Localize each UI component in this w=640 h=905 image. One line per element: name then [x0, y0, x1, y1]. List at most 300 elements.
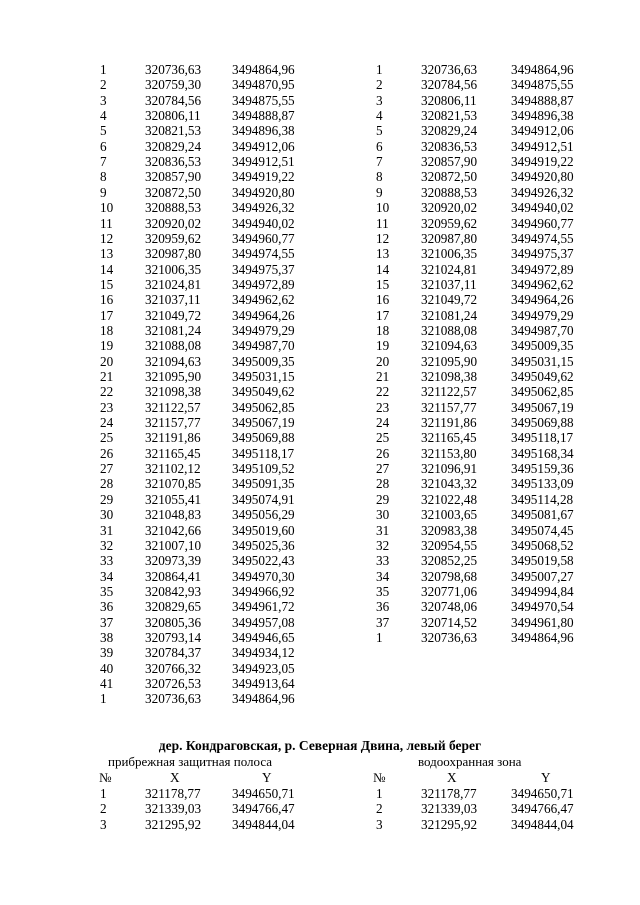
y-coordinate: 3494987,70 — [232, 338, 295, 354]
point-number: 24 — [100, 415, 114, 431]
y-coordinate: 3495168,34 — [511, 445, 574, 461]
table-row — [0, 817, 640, 832]
point-number: 24 — [376, 415, 390, 431]
x-coordinate: 320857,90 — [421, 154, 478, 170]
point-number: 27 — [376, 461, 390, 477]
y-coordinate: 3495069,88 — [511, 415, 574, 431]
x-coordinate: 321006,35 — [421, 246, 478, 262]
x-coordinate: 320771,06 — [421, 583, 478, 599]
y-coordinate: 3494896,38 — [511, 108, 574, 124]
x-coordinate: 320829,24 — [421, 123, 478, 139]
x-coordinate: 320842,93 — [145, 583, 202, 599]
x-coordinate: 321165,45 — [421, 430, 477, 446]
point-number: 33 — [100, 553, 114, 569]
table-row — [0, 200, 640, 215]
x-coordinate: 321037,11 — [145, 292, 201, 308]
table-row — [0, 231, 640, 246]
table-row — [0, 801, 640, 816]
table-row — [0, 369, 640, 384]
x-coordinate: 320987,80 — [145, 246, 202, 262]
point-number: 3 — [376, 92, 383, 108]
point-number: 1 — [376, 629, 383, 645]
point-number: 23 — [100, 399, 114, 415]
point-number: 20 — [100, 353, 114, 369]
x-coordinate: 321122,57 — [145, 399, 201, 415]
left-subtitle: прибрежная защитная полоса — [108, 754, 273, 769]
table-row — [0, 169, 640, 184]
x-coordinate: 321088,08 — [145, 338, 202, 354]
point-number: 2 — [376, 801, 383, 817]
point-number: 33 — [376, 553, 390, 569]
y-coordinate: 3494961,72 — [232, 599, 295, 615]
point-number: 2 — [376, 77, 383, 93]
header-y: Y — [262, 770, 272, 785]
y-coordinate: 3494957,08 — [232, 614, 295, 630]
x-coordinate: 321048,83 — [145, 507, 202, 523]
x-coordinate: 320864,41 — [145, 568, 202, 584]
y-coordinate: 3495031,15 — [232, 369, 295, 384]
table-row — [0, 569, 640, 584]
point-number: 2 — [100, 77, 107, 93]
y-coordinate: 3494864,96 — [511, 629, 574, 645]
x-coordinate: 321042,66 — [145, 522, 202, 538]
point-number: 5 — [100, 123, 107, 139]
y-coordinate: 3494926,32 — [511, 184, 574, 200]
point-number: 25 — [100, 430, 114, 446]
y-coordinate: 3495031,15 — [511, 353, 574, 369]
point-number: 30 — [376, 507, 390, 523]
point-number: 29 — [376, 491, 390, 507]
x-coordinate: 320872,50 — [421, 169, 478, 185]
x-coordinate: 321122,57 — [421, 384, 477, 400]
x-coordinate: 320759,30 — [145, 77, 202, 93]
y-coordinate: 3494975,37 — [511, 246, 574, 262]
y-coordinate: 3495056,29 — [232, 507, 295, 523]
x-coordinate: 320872,50 — [145, 184, 202, 200]
x-coordinate: 320959,62 — [421, 215, 478, 231]
table-row — [0, 553, 640, 568]
header-num: № — [373, 770, 386, 785]
table-row — [0, 645, 640, 660]
table-row — [0, 523, 640, 538]
table-row — [0, 323, 640, 338]
y-coordinate: 3494766,47 — [232, 801, 295, 817]
point-number: 36 — [376, 599, 390, 615]
y-coordinate: 3494864,96 — [511, 62, 574, 77]
x-coordinate: 321191,86 — [145, 430, 201, 446]
table-row — [0, 246, 640, 261]
x-coordinate: 321165,45 — [145, 445, 201, 461]
y-coordinate: 3495019,60 — [232, 522, 295, 538]
x-coordinate: 321006,35 — [145, 261, 202, 277]
point-number: 12 — [100, 230, 114, 246]
x-coordinate: 321339,03 — [421, 801, 478, 817]
y-coordinate: 3494987,70 — [511, 322, 574, 338]
y-coordinate: 3494975,37 — [232, 261, 295, 277]
x-coordinate: 321024,81 — [421, 261, 478, 277]
table-row — [0, 492, 640, 507]
y-coordinate: 3494864,96 — [232, 691, 295, 707]
table-row — [0, 630, 640, 645]
x-coordinate: 321178,77 — [421, 786, 477, 801]
y-coordinate: 3495019,58 — [511, 553, 574, 569]
x-coordinate: 320736,63 — [145, 691, 202, 707]
x-coordinate: 321339,03 — [145, 801, 202, 817]
x-coordinate: 320805,36 — [145, 614, 202, 630]
point-number: 13 — [376, 246, 390, 262]
point-number: 13 — [100, 246, 114, 262]
y-coordinate: 3495081,67 — [511, 507, 574, 523]
point-number: 16 — [376, 292, 390, 308]
y-coordinate: 3495049,62 — [511, 369, 574, 384]
table-row — [0, 108, 640, 123]
x-coordinate: 321007,10 — [145, 537, 202, 553]
table-row — [0, 476, 640, 491]
y-coordinate: 3494920,80 — [511, 169, 574, 185]
table-row — [0, 400, 640, 415]
y-coordinate: 3494940,02 — [511, 200, 574, 216]
point-number: 15 — [376, 276, 390, 292]
x-coordinate: 321295,92 — [421, 816, 478, 832]
point-number: 26 — [376, 445, 390, 461]
point-number: 35 — [100, 583, 114, 599]
y-coordinate: 3495068,52 — [511, 537, 574, 553]
point-number: 9 — [376, 184, 383, 200]
point-number: 19 — [100, 338, 114, 354]
x-coordinate: 321095,90 — [145, 369, 202, 384]
y-coordinate: 3495022,43 — [232, 553, 295, 569]
right-subtitle: водоохранная зона — [418, 754, 522, 769]
point-number: 17 — [376, 307, 390, 323]
table-row — [0, 354, 640, 369]
y-coordinate: 3495109,52 — [232, 461, 295, 477]
y-coordinate: 3495114,28 — [511, 491, 574, 507]
x-coordinate: 321003,65 — [421, 507, 478, 523]
point-number: 10 — [100, 200, 114, 216]
table-row — [0, 277, 640, 292]
table-row — [0, 139, 640, 154]
y-coordinate: 3494870,95 — [232, 77, 295, 93]
x-coordinate: 320836,53 — [421, 138, 478, 154]
table-row — [0, 93, 640, 108]
point-number: 16 — [100, 292, 114, 308]
point-number: 11 — [376, 215, 389, 231]
x-coordinate: 320784,37 — [145, 645, 202, 661]
y-coordinate: 3495062,85 — [232, 399, 295, 415]
x-coordinate: 320983,38 — [421, 522, 478, 538]
point-number: 1 — [100, 62, 107, 77]
point-number: 18 — [100, 322, 114, 338]
table-row — [0, 615, 640, 630]
point-number: 40 — [100, 660, 114, 676]
x-coordinate: 320829,65 — [145, 599, 202, 615]
x-coordinate: 321070,85 — [145, 476, 202, 492]
point-number: 41 — [100, 676, 114, 691]
y-coordinate: 3494972,89 — [232, 276, 295, 292]
x-coordinate: 320973,39 — [145, 553, 202, 569]
point-number: 31 — [376, 522, 390, 538]
point-number: 23 — [376, 399, 390, 415]
point-number: 6 — [100, 138, 107, 154]
point-number: 35 — [376, 583, 390, 599]
y-coordinate: 3494946,65 — [232, 629, 295, 645]
x-coordinate: 320806,11 — [145, 108, 201, 124]
point-number: 6 — [376, 138, 383, 154]
y-coordinate: 3494970,30 — [232, 568, 295, 584]
point-number: 20 — [376, 353, 390, 369]
x-coordinate: 321037,11 — [421, 276, 477, 292]
y-coordinate: 3494934,12 — [232, 645, 295, 661]
point-number: 10 — [376, 200, 390, 216]
point-number: 18 — [376, 322, 390, 338]
point-number: 39 — [100, 645, 114, 661]
table-row — [0, 430, 640, 445]
y-coordinate: 3494964,26 — [232, 307, 295, 323]
x-coordinate: 321157,77 — [145, 415, 201, 431]
y-coordinate: 3494970,54 — [511, 599, 574, 615]
point-number: 3 — [100, 92, 107, 108]
x-coordinate: 320766,32 — [145, 660, 202, 676]
y-coordinate: 3495067,19 — [232, 415, 295, 431]
table-row — [0, 538, 640, 553]
section-title: дер. Кондраговская, р. Северная Двина, левый берег — [158, 738, 482, 753]
table-row — [0, 62, 640, 77]
point-number: 4 — [376, 108, 383, 124]
table-row — [0, 676, 640, 691]
point-number: 34 — [376, 568, 390, 584]
y-coordinate: 3494920,80 — [232, 184, 295, 200]
x-coordinate: 320888,53 — [145, 200, 202, 216]
y-coordinate: 3494912,06 — [511, 123, 574, 139]
x-coordinate: 321088,08 — [421, 322, 478, 338]
x-coordinate: 321102,12 — [145, 461, 201, 477]
point-number: 21 — [376, 369, 390, 384]
x-coordinate: 320821,53 — [421, 108, 478, 124]
point-number: 28 — [100, 476, 114, 492]
point-number: 7 — [100, 154, 107, 170]
x-coordinate: 320954,55 — [421, 537, 478, 553]
x-coordinate: 321095,90 — [421, 353, 478, 369]
x-coordinate: 320793,14 — [145, 629, 202, 645]
x-coordinate: 320829,24 — [145, 138, 202, 154]
y-coordinate: 3494962,62 — [511, 276, 574, 292]
table-row — [0, 262, 640, 277]
table-row — [0, 185, 640, 200]
x-coordinate: 320714,52 — [421, 614, 478, 630]
x-coordinate: 321096,91 — [421, 461, 478, 477]
y-coordinate: 3494844,04 — [232, 816, 295, 832]
point-number: 17 — [100, 307, 114, 323]
x-coordinate: 321098,38 — [145, 384, 202, 400]
x-coordinate: 321055,41 — [145, 491, 202, 507]
x-coordinate: 320920,02 — [421, 200, 478, 216]
y-coordinate: 3495118,17 — [511, 430, 574, 446]
point-number: 22 — [376, 384, 390, 400]
point-number: 11 — [100, 215, 113, 231]
y-coordinate: 3495025,36 — [232, 537, 295, 553]
point-number: 14 — [100, 261, 114, 277]
point-number: 19 — [376, 338, 390, 354]
y-coordinate: 3494650,71 — [511, 786, 574, 801]
point-number: 32 — [376, 537, 390, 553]
table-row — [0, 691, 640, 706]
y-coordinate: 3494979,29 — [511, 307, 574, 323]
point-number: 1 — [376, 786, 383, 801]
x-coordinate: 321094,63 — [145, 353, 202, 369]
y-coordinate: 3494962,62 — [232, 292, 295, 308]
table-row — [0, 123, 640, 138]
x-coordinate: 320784,56 — [421, 77, 478, 93]
y-coordinate: 3495069,88 — [232, 430, 295, 446]
point-number: 8 — [376, 169, 383, 185]
point-number: 14 — [376, 261, 390, 277]
point-number: 1 — [376, 62, 383, 77]
point-number: 4 — [100, 108, 107, 124]
y-coordinate: 3495074,91 — [232, 491, 295, 507]
point-number: 36 — [100, 599, 114, 615]
y-coordinate: 3494926,32 — [232, 200, 295, 216]
y-coordinate: 3494940,02 — [232, 215, 295, 231]
header-x: X — [170, 770, 180, 785]
y-coordinate: 3495074,45 — [511, 522, 574, 538]
x-coordinate: 320784,56 — [145, 92, 202, 108]
y-coordinate: 3495009,35 — [511, 338, 574, 354]
y-coordinate: 3495091,35 — [232, 476, 295, 492]
point-number: 3 — [376, 816, 383, 832]
table-row — [0, 308, 640, 323]
x-coordinate: 321081,24 — [145, 322, 202, 338]
x-coordinate: 320736,63 — [421, 629, 478, 645]
x-coordinate: 320736,63 — [421, 62, 478, 77]
header-y: Y — [541, 770, 551, 785]
point-number: 25 — [376, 430, 390, 446]
point-number: 38 — [100, 629, 114, 645]
y-coordinate: 3494650,71 — [232, 786, 295, 801]
point-number: 37 — [376, 614, 390, 630]
header-num: № — [99, 770, 112, 785]
x-coordinate: 320821,53 — [145, 123, 202, 139]
point-number: 34 — [100, 568, 114, 584]
x-coordinate: 320852,25 — [421, 553, 478, 569]
y-coordinate: 3494912,06 — [232, 138, 295, 154]
point-number: 8 — [100, 169, 107, 185]
x-coordinate: 320836,53 — [145, 154, 202, 170]
y-coordinate: 3495062,85 — [511, 384, 574, 400]
point-number: 12 — [376, 230, 390, 246]
y-coordinate: 3495118,17 — [232, 445, 295, 461]
y-coordinate: 3494888,87 — [232, 108, 295, 124]
point-number: 37 — [100, 614, 114, 630]
point-number: 15 — [100, 276, 114, 292]
y-coordinate: 3494960,77 — [232, 230, 295, 246]
x-coordinate: 320959,62 — [145, 230, 202, 246]
point-number: 3 — [100, 816, 107, 832]
x-coordinate: 320748,06 — [421, 599, 478, 615]
table-row — [0, 292, 640, 307]
x-coordinate: 320798,68 — [421, 568, 478, 584]
table-row — [0, 461, 640, 476]
y-coordinate: 3494912,51 — [511, 138, 574, 154]
y-coordinate: 3494766,47 — [511, 801, 574, 817]
y-coordinate: 3494964,26 — [511, 292, 574, 308]
table-row — [0, 786, 640, 801]
table-row — [0, 584, 640, 599]
point-number: 31 — [100, 522, 114, 538]
table-row — [0, 415, 640, 430]
y-coordinate: 3494974,55 — [232, 246, 295, 262]
table-row — [0, 216, 640, 231]
y-coordinate: 3495009,35 — [232, 353, 295, 369]
x-coordinate: 321049,72 — [145, 307, 202, 323]
y-coordinate: 3494875,55 — [232, 92, 295, 108]
table-row — [0, 77, 640, 92]
point-number: 22 — [100, 384, 114, 400]
y-coordinate: 3494923,05 — [232, 660, 295, 676]
x-coordinate: 321178,77 — [145, 786, 201, 801]
y-coordinate: 3494896,38 — [232, 123, 295, 139]
y-coordinate: 3495133,09 — [511, 476, 574, 492]
y-coordinate: 3494994,84 — [511, 583, 574, 599]
y-coordinate: 3494888,87 — [511, 92, 574, 108]
point-number: 1 — [100, 786, 107, 801]
point-number: 26 — [100, 445, 114, 461]
y-coordinate: 3495049,62 — [232, 384, 295, 400]
y-coordinate: 3494913,64 — [232, 676, 295, 691]
x-coordinate: 321098,38 — [421, 369, 478, 384]
table-row — [0, 338, 640, 353]
y-coordinate: 3494960,77 — [511, 215, 574, 231]
header-x: X — [447, 770, 457, 785]
x-coordinate: 320806,11 — [421, 92, 477, 108]
point-number: 1 — [100, 691, 107, 707]
point-number: 30 — [100, 507, 114, 523]
table-row — [0, 507, 640, 522]
y-coordinate: 3494966,92 — [232, 583, 295, 599]
point-number: 21 — [100, 369, 114, 384]
x-coordinate: 321153,80 — [421, 445, 477, 461]
y-coordinate: 3494974,55 — [511, 230, 574, 246]
table-row — [0, 599, 640, 614]
x-coordinate: 320857,90 — [145, 169, 202, 185]
point-number: 32 — [100, 537, 114, 553]
x-coordinate: 321191,86 — [421, 415, 477, 431]
x-coordinate: 321081,24 — [421, 307, 478, 323]
y-coordinate: 3494919,22 — [511, 154, 574, 170]
point-number: 5 — [376, 123, 383, 139]
x-coordinate: 320987,80 — [421, 230, 478, 246]
table-row — [0, 446, 640, 461]
y-coordinate: 3494972,89 — [511, 261, 574, 277]
x-coordinate: 321157,77 — [421, 399, 477, 415]
right-header-row — [0, 770, 640, 785]
x-coordinate: 321049,72 — [421, 292, 478, 308]
y-coordinate: 3494912,51 — [232, 154, 295, 170]
y-coordinate: 3494875,55 — [511, 77, 574, 93]
x-coordinate: 320920,02 — [145, 215, 202, 231]
y-coordinate: 3494864,96 — [232, 62, 295, 77]
x-coordinate: 320726,53 — [145, 676, 202, 691]
point-number: 28 — [376, 476, 390, 492]
y-coordinate: 3495067,19 — [511, 399, 574, 415]
y-coordinate: 3495007,27 — [511, 568, 574, 584]
point-number: 9 — [100, 184, 107, 200]
table-row — [0, 661, 640, 676]
x-coordinate: 321094,63 — [421, 338, 478, 354]
y-coordinate: 3495159,36 — [511, 461, 574, 477]
x-coordinate: 320736,63 — [145, 62, 202, 77]
table-row — [0, 154, 640, 169]
point-number: 29 — [100, 491, 114, 507]
